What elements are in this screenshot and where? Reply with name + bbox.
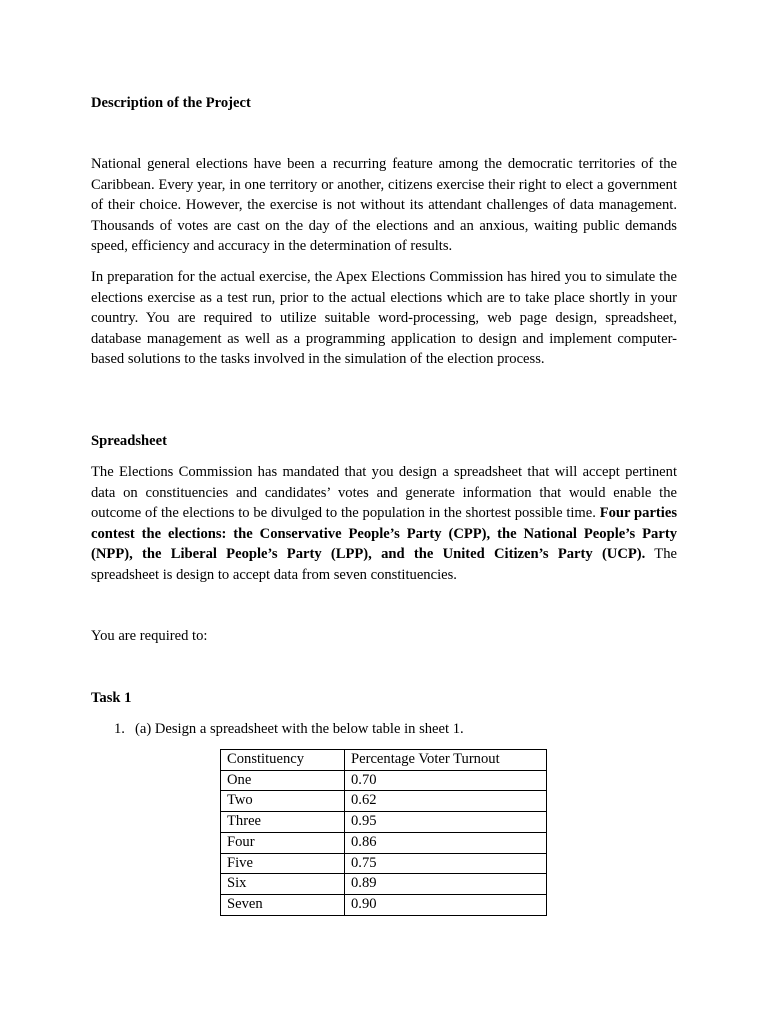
turnout-cell: 0.86 [345, 832, 547, 853]
turnout-cell: 0.62 [345, 791, 547, 812]
constituency-cell: Five [221, 853, 345, 874]
spreadsheet-paragraph-start: The Elections Commission has mandated that you design a spreadsheet that will accept pertinent data on constituencies and candidates’ votes and generate information that would enable the outcome of the elections to be divulged to the population in the shortest possible time. [91, 464, 677, 521]
table-row [221, 791, 547, 812]
description-paragraph-1: National general elections have been a recurring feature among the democratic territories of the Caribbean. Every year, in one territory or another, citizens exercise their right to elect a government of their choice. However, the exercise is not without its attendant challenges of data management. Thousands of votes are cast on the day of the elections and an anxious, waiting public demands speed, efficiency and accuracy in the determination of results. [91, 156, 677, 254]
task-list-item [114, 719, 464, 739]
turnout-cell: 0.90 [345, 894, 547, 915]
task-list-number: 1. [114, 721, 125, 737]
constituency-cell: Two [221, 791, 345, 812]
description-heading: Description of the Project [91, 95, 251, 111]
table-row [221, 894, 547, 915]
table-row [221, 812, 547, 833]
constituency-cell: Six [221, 874, 345, 895]
constituency-cell: One [221, 770, 345, 791]
spreadsheet-paragraph-end: The spreadsheet is design to accept data from seven constituencies. [91, 546, 677, 583]
table-row [221, 853, 547, 874]
header-turnout: Percentage Voter Turnout [345, 750, 547, 771]
constituency-cell: Four [221, 832, 345, 853]
constituency-cell: Seven [221, 894, 345, 915]
table-row [221, 832, 547, 853]
turnout-cell: 0.75 [345, 853, 547, 874]
constituency-cell: Three [221, 812, 345, 833]
turnout-cell: 0.89 [345, 874, 547, 895]
task-list-text: (a) Design a spreadsheet with the below table in sheet 1. [135, 721, 464, 737]
table-header-row [221, 750, 547, 771]
turnout-table [220, 749, 547, 916]
required-text: You are required to: [91, 628, 208, 644]
description-paragraph-2: In preparation for the actual exercise, the Apex Elections Commission has hired you to simulate the elections exercise as a test run, prior to the actual elections which are to take place shortly in your country. You are required to utilize suitable word-processing, web page design, spreadsheet, database management as well as a programming application to design and implement computer-based solutions to the tasks involved in the simulation of the election process. [91, 269, 677, 367]
table-row [221, 874, 547, 895]
turnout-cell: 0.70 [345, 770, 547, 791]
spreadsheet-heading: Spreadsheet [91, 433, 167, 449]
turnout-cell: 0.95 [345, 812, 547, 833]
spreadsheet-paragraph-parties: Four parties contest the elections: the Conservative People’s Party (CPP), the National People’s Party (NPP), the Liberal People’s Party (LPP), and the United Citizen’s Party (UCP). [91, 505, 677, 562]
header-constituency: Constituency [221, 750, 345, 771]
task-heading: Task 1 [91, 690, 132, 706]
spreadsheet-paragraph [91, 462, 677, 585]
table-row [221, 770, 547, 791]
